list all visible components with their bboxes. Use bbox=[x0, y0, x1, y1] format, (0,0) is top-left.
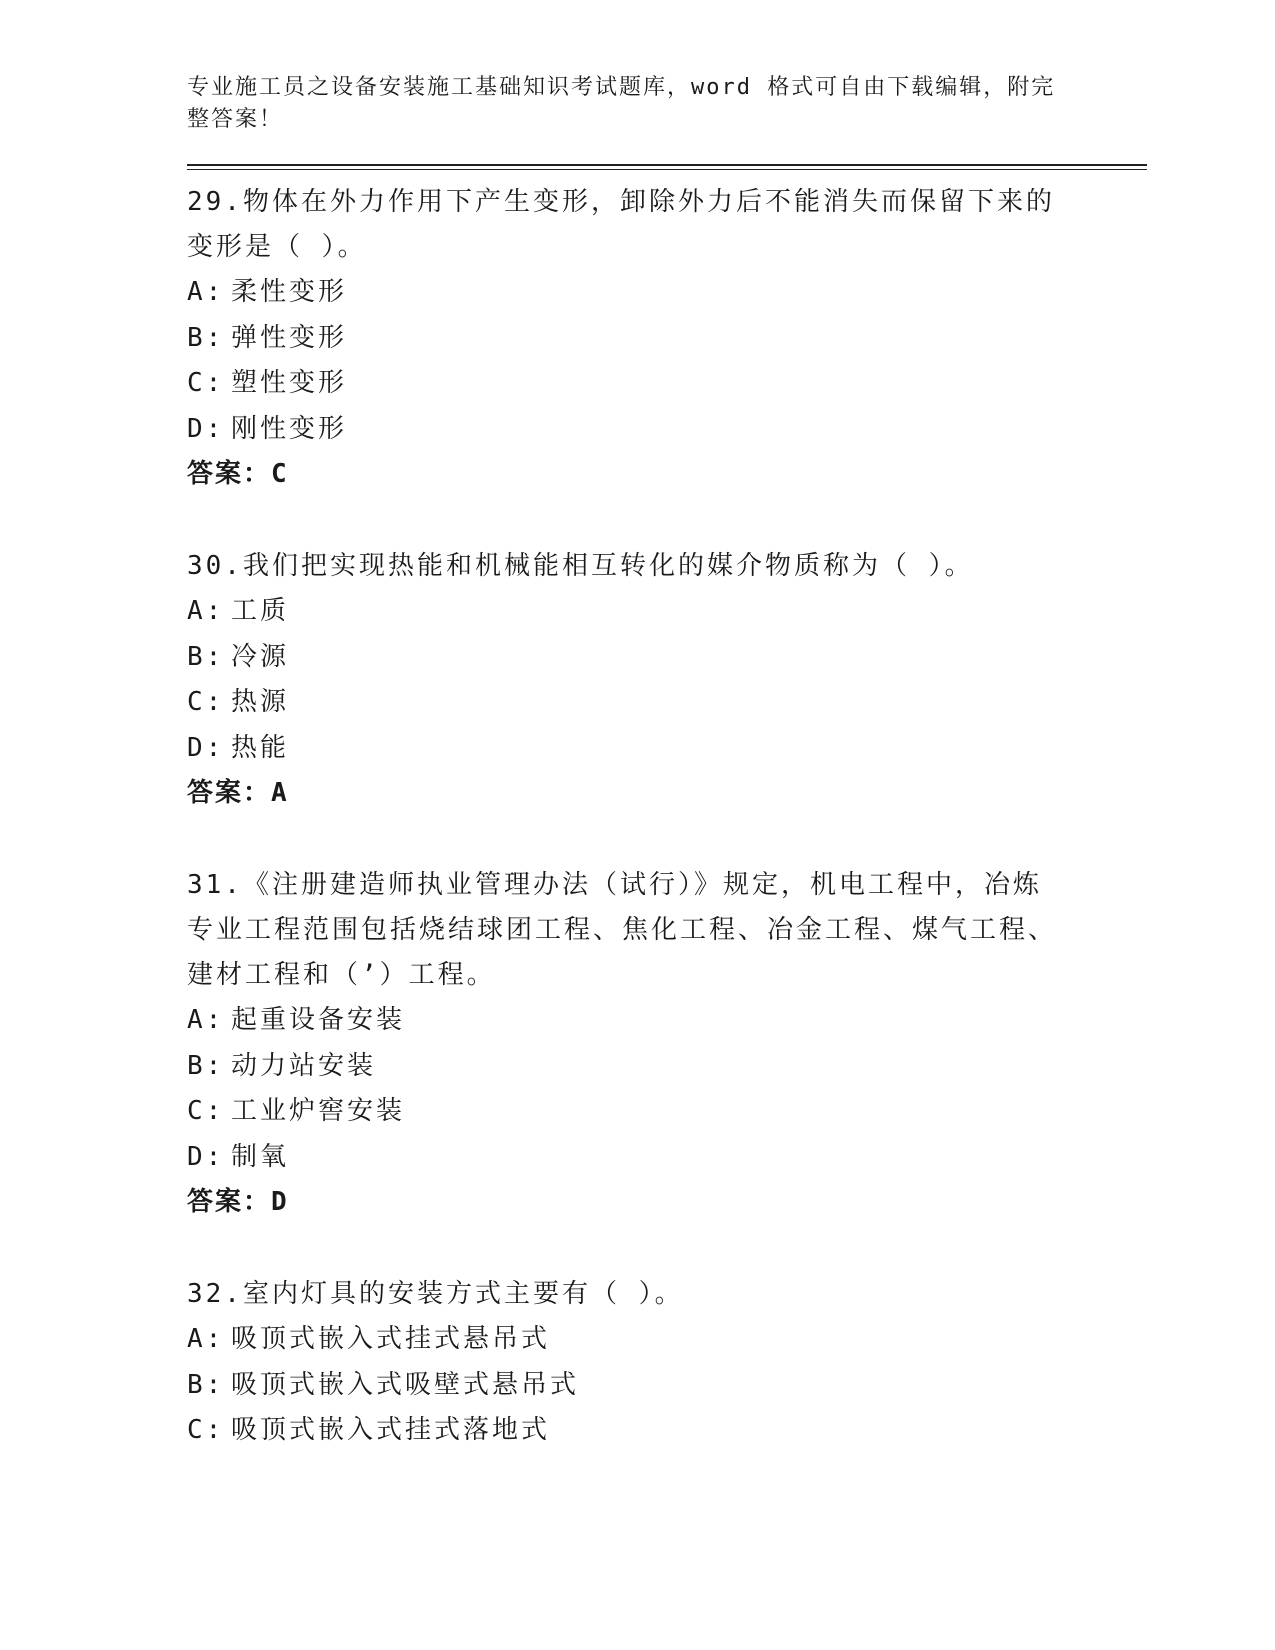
option-text: 起重设备安装 bbox=[231, 1005, 406, 1035]
option-letter: D: bbox=[187, 1141, 225, 1172]
option-letter: D: bbox=[187, 413, 225, 444]
option-b bbox=[187, 1363, 1147, 1409]
option-b bbox=[187, 635, 1147, 681]
question-32 bbox=[187, 1272, 1147, 1454]
document-header: 专业施工员之设备安装施工基础知识考试题库，word 格式可自由下载编辑，附完整答案！ bbox=[187, 75, 1056, 132]
option-text: 工业炉窖安装 bbox=[231, 1096, 406, 1126]
option-letter: C: bbox=[187, 687, 225, 717]
option-text: 塑性变形 bbox=[231, 368, 348, 398]
option-text: 吸顶式嵌入式挂式落地式 bbox=[231, 1415, 551, 1445]
option-letter: C: bbox=[187, 1415, 225, 1445]
option-d bbox=[187, 726, 1147, 772]
answer: 答案：C bbox=[187, 459, 289, 489]
option-text: 动力站安装 bbox=[231, 1050, 377, 1081]
answer: 答案：D bbox=[187, 1187, 289, 1217]
option-text: 吸顶式嵌入式吸壁式悬吊式 bbox=[231, 1369, 580, 1400]
option-text: 工质 bbox=[231, 596, 290, 626]
question-text: 29.物体在外力作用下产生变形，卸除外力后不能消失而保留下来的变形是（ ）。 bbox=[187, 187, 1055, 262]
option-text: 柔性变形 bbox=[231, 277, 348, 307]
option-a bbox=[187, 270, 1147, 316]
question-29 bbox=[187, 180, 1147, 497]
option-letter: B: bbox=[187, 1050, 225, 1081]
option-c bbox=[187, 1408, 1147, 1454]
option-text: 吸顶式嵌入式挂式悬吊式 bbox=[231, 1324, 551, 1354]
option-text: 制氧 bbox=[231, 1141, 290, 1172]
option-letter: A: bbox=[187, 596, 225, 626]
option-d bbox=[187, 1135, 1147, 1181]
option-letter: A: bbox=[187, 1005, 225, 1035]
option-d bbox=[187, 407, 1147, 453]
option-text: 热源 bbox=[231, 687, 290, 717]
option-c bbox=[187, 680, 1147, 726]
question-31 bbox=[187, 863, 1147, 1225]
option-text: 弹性变形 bbox=[231, 322, 348, 353]
question-30 bbox=[187, 544, 1147, 816]
question-text: 32.室内灯具的安装方式主要有（ ）。 bbox=[187, 1279, 684, 1309]
option-letter: C: bbox=[187, 1096, 225, 1126]
option-b bbox=[187, 316, 1147, 362]
option-letter: B: bbox=[187, 1369, 225, 1400]
document-page bbox=[187, 72, 1147, 1454]
option-letter: D: bbox=[187, 732, 225, 763]
option-text: 冷源 bbox=[231, 641, 290, 672]
option-letter: B: bbox=[187, 322, 225, 353]
option-text: 刚性变形 bbox=[231, 413, 348, 444]
question-text: 31.《注册建造师执业管理办法（试行）》规定，机电工程中，冶炼专业工程范围包括烧结球团工程、焦化工程、冶金工程、煤气工程、建材工程和（’）工程。 bbox=[187, 870, 1058, 990]
option-a bbox=[187, 998, 1147, 1044]
answer: 答案：A bbox=[187, 778, 289, 808]
option-c bbox=[187, 1089, 1147, 1135]
option-letter: B: bbox=[187, 641, 225, 672]
option-a bbox=[187, 1317, 1147, 1363]
option-letter: A: bbox=[187, 1324, 225, 1354]
option-letter: C: bbox=[187, 368, 225, 398]
option-c bbox=[187, 361, 1147, 407]
option-text: 热能 bbox=[231, 732, 290, 763]
header-divider bbox=[187, 164, 1147, 170]
question-text: 30.我们把实现热能和机械能相互转化的媒介物质称为（ ）。 bbox=[187, 551, 974, 581]
option-b bbox=[187, 1044, 1147, 1090]
option-a bbox=[187, 589, 1147, 635]
option-letter: A: bbox=[187, 277, 225, 307]
